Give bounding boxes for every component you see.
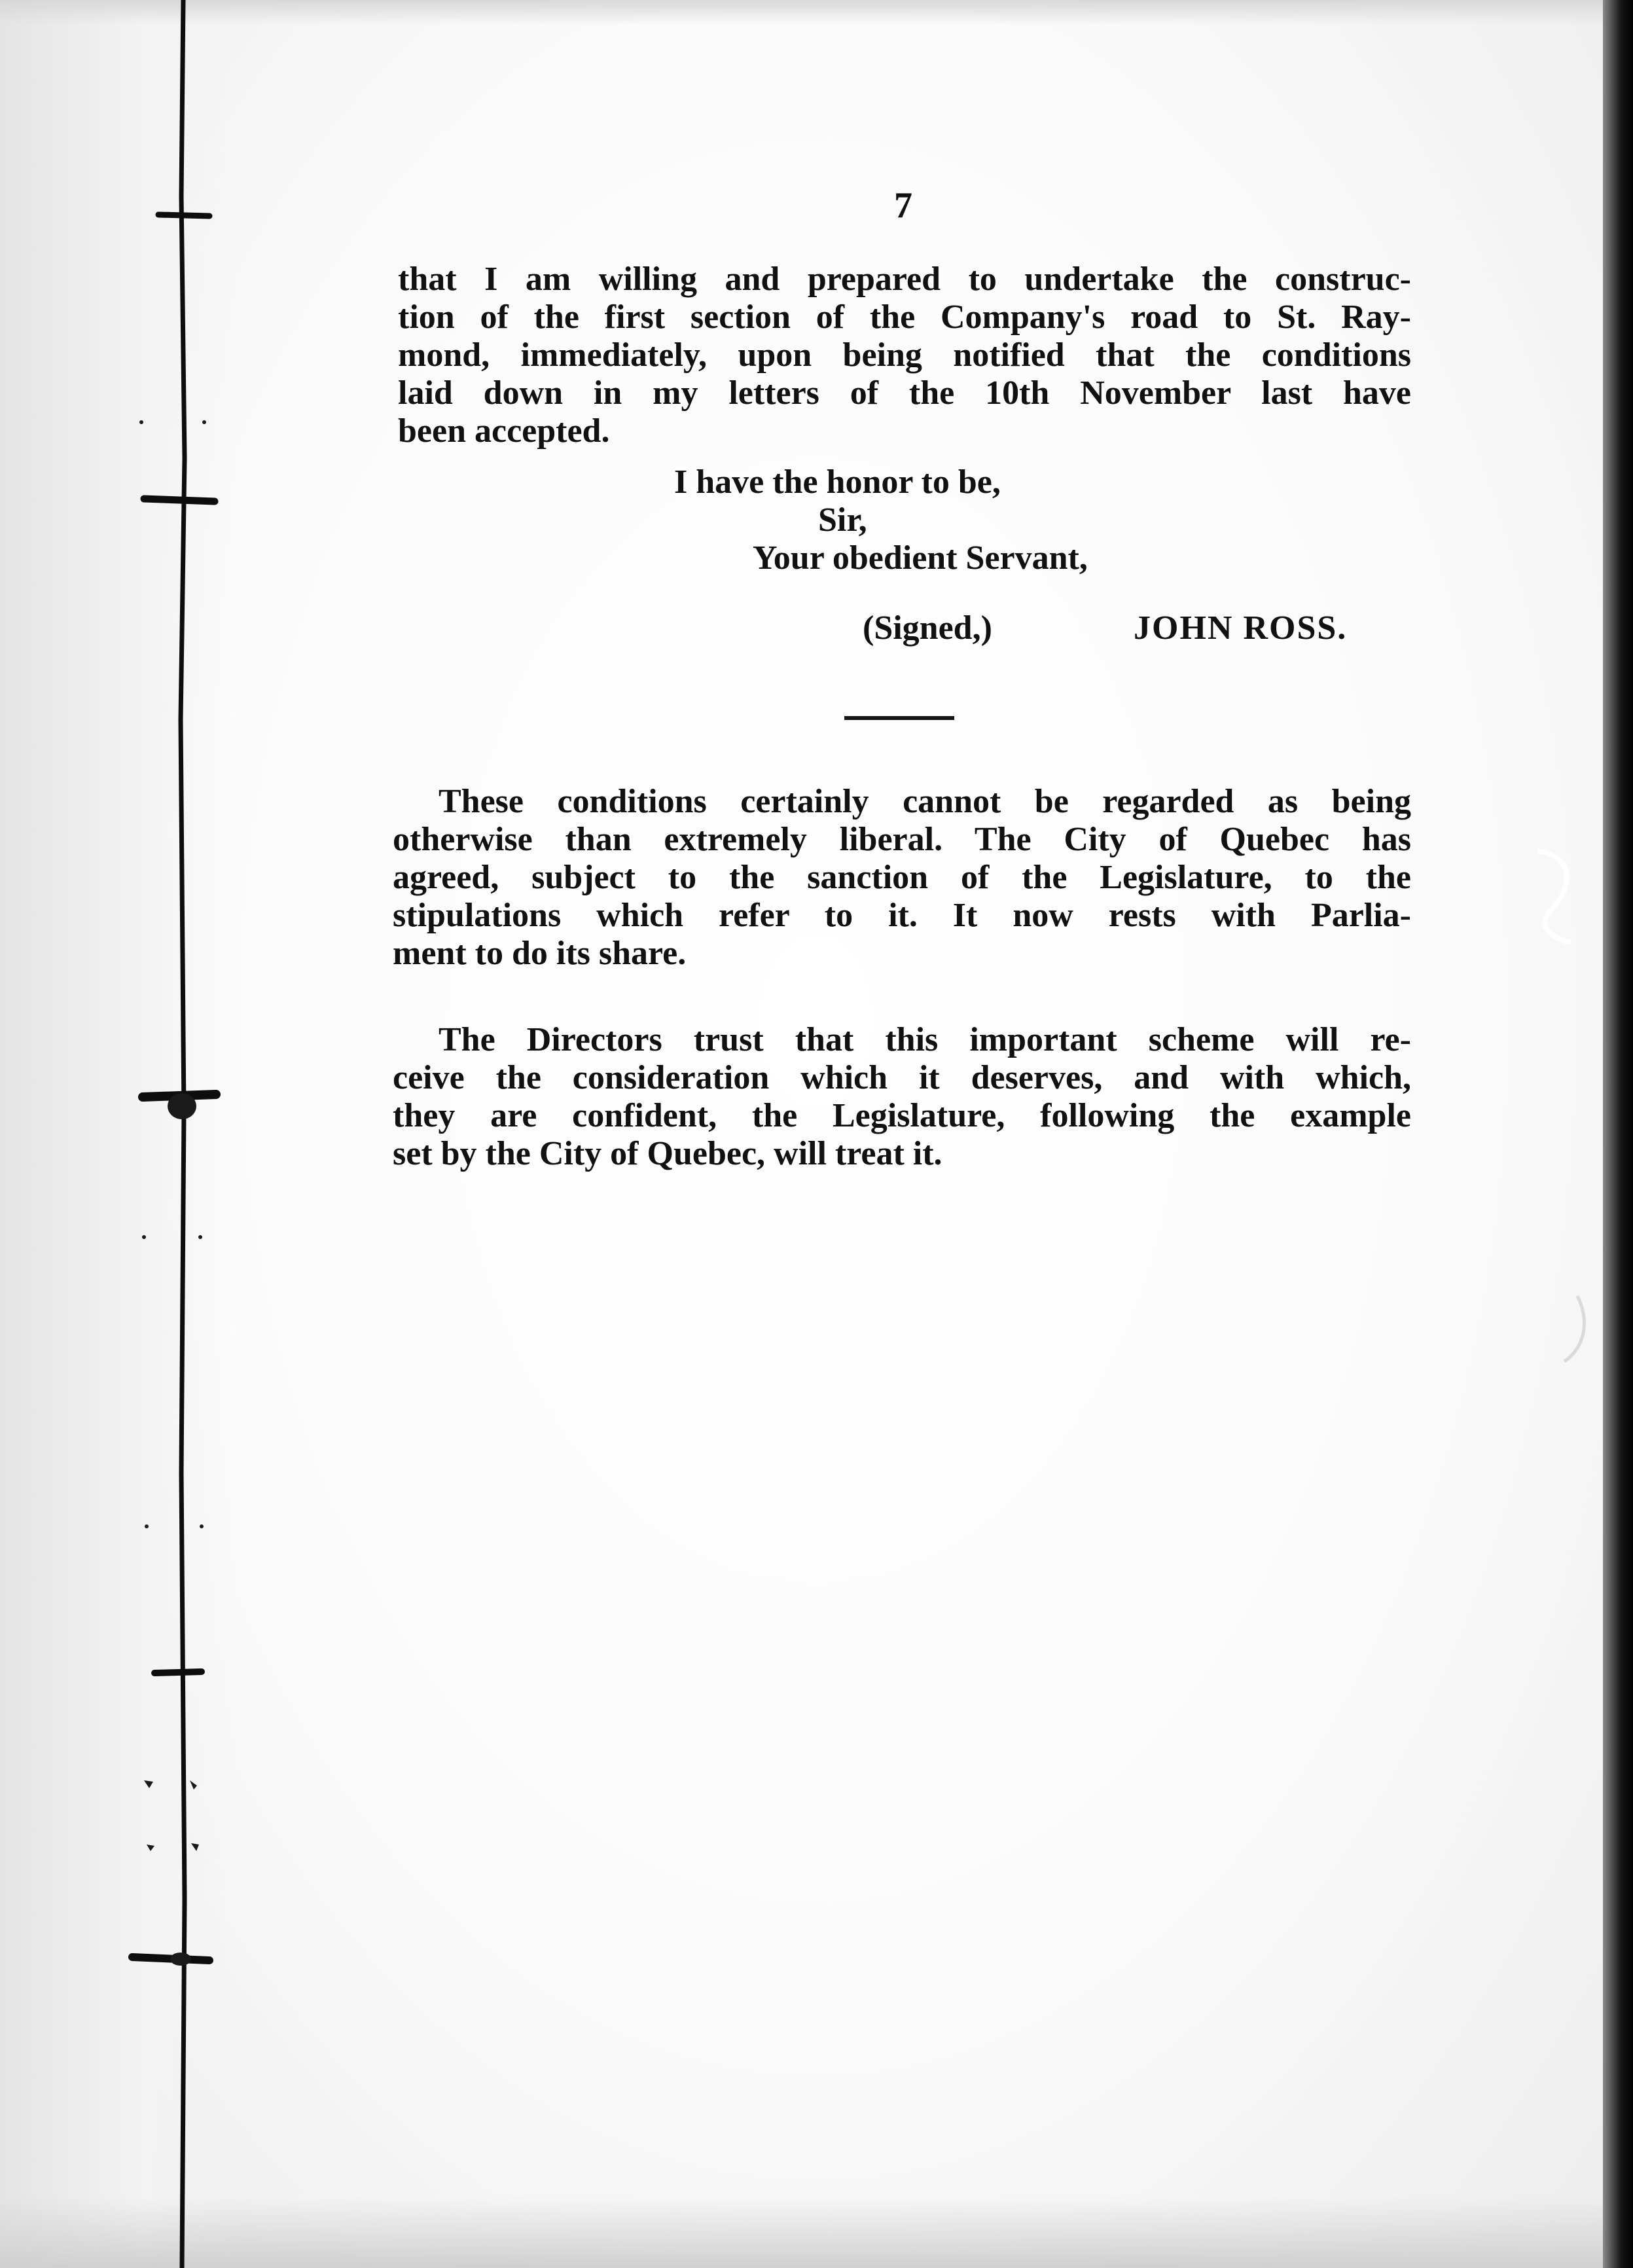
scan-marks	[1505, 838, 1597, 1427]
text-line: ment to do its share.	[393, 935, 687, 972]
binding-stitches	[118, 0, 249, 2268]
page-number: 7	[894, 185, 912, 226]
text-line: stipulations which refer to it. It now rests with Parlia-	[393, 897, 1411, 934]
complimentary-close: Your obedient Servant,	[753, 539, 1088, 577]
text-line: that I am willing and prepared to undertake the construc-	[398, 261, 1411, 298]
text-line: tion of the first section of the Company's road to St. Ray-	[398, 298, 1411, 336]
text-line: These conditions certainly cannot be regarded as being	[439, 783, 1411, 820]
text-line: been accepted.	[398, 412, 610, 450]
section-divider	[844, 716, 954, 720]
body-paragraph	[393, 1021, 1411, 1173]
text-line: they are confident, the Legislature, following the example	[393, 1097, 1411, 1134]
text-line: laid down in my letters of the 10th November last have	[398, 374, 1411, 412]
closing-phrase: I have the honor to be,	[674, 463, 1001, 501]
signed-label: (Signed,)	[863, 609, 992, 647]
body-paragraph	[393, 783, 1411, 973]
page-right-edge	[1603, 0, 1633, 2268]
letter-closing-paragraph	[398, 261, 1411, 450]
text-line: ceive the consideration which it deserves, and with which,	[393, 1059, 1411, 1096]
text-line: otherwise than extremely liberal. The City of Quebec has	[393, 821, 1411, 858]
text-line: set by the City of Quebec, will treat it.	[393, 1135, 942, 1172]
text-line: The Directors trust that this important scheme will re-	[439, 1021, 1411, 1058]
text-line: mond, immediately, upon being notified that the conditions	[398, 336, 1411, 374]
signatory-name: JOHN ROSS.	[1134, 609, 1348, 647]
salutation: Sir,	[818, 501, 867, 539]
text-line: agreed, subject to the sanction of the Legislature, to the	[393, 859, 1411, 896]
